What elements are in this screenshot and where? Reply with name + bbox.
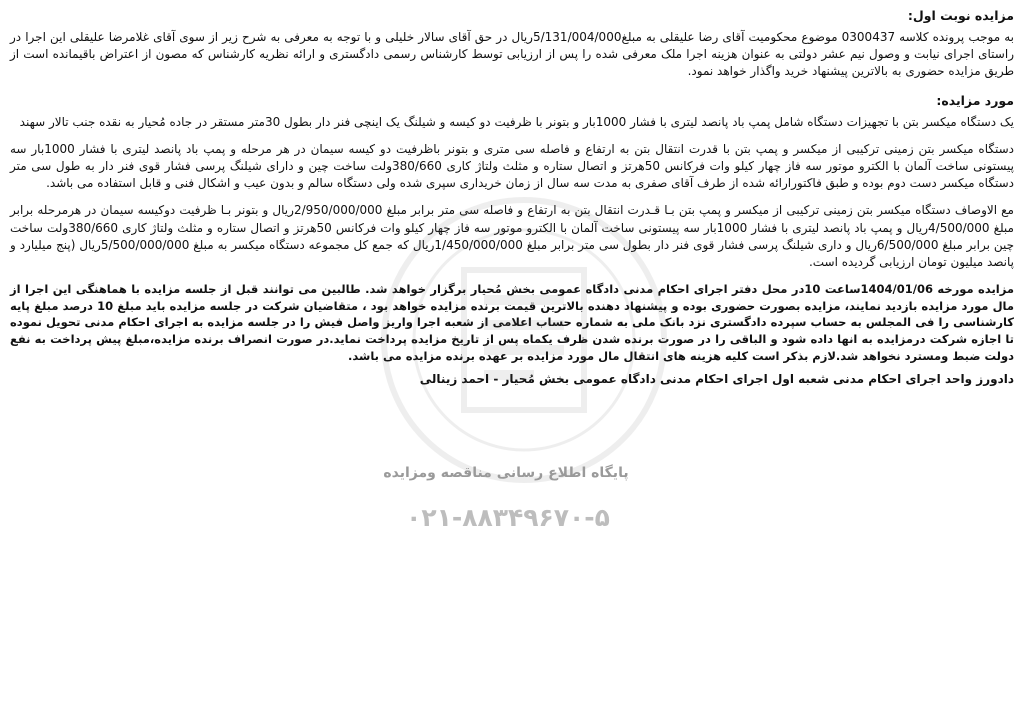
item-paragraph-2: دستگاه میکسر بتن زمینی ترکیبی از میکسر و پمپ بتن با قدرت انتقال بتن به ارتفاع و فاصله سی متری و بتونر باظرفیت دو کیسه سیمان در هر مرحله و پمپ باد پانصد لیتری با فشار 1000بار سه پیستونی ساخت آلمان با الکترو موتور سه فاز چهار کیلو وات فرکانس 50هرتز و اتصال ستاره و مثلث ولتاژ کاری 380/660ولت ساخت چین و دارای شیلنگ پرسی فشار قوی فنر دار به طول سی متر دستگاه میکسر دست دوم بوده و طبق فاکتورارائه شده از طرف آقای صفری به مدت سه سال از زمان خریداری سپری شده ولی دستگاه سالم و بدون عیب و اشکال فنی و قابل استفاده می باشد. xyxy=(10,141,1015,191)
intro-paragraph: به موجب پرونده کلاسه 0300437 موضوع محکومیت آقای رضا علیقلی به مبلغ5/131/004/000ریال در حق آقای سالار خلیلی و با توجه به معرفی به شرح زیر از سوی آقای غلامرضا علیقلی این اجرا در راستای اجرای نیابت و وصول نیم عشر دولتی به عنوان هزینه اجرا ملک معرفی شده را پس از ارزیابی توسط کارشناس رسمی دادگستری و ارائه نظریه کارشناس که مصون از اعتراض باقیمانده است از طریق مزایده حضوری به بالاترین پیشنهاد خرید واگذار خواهد نمود. xyxy=(10,30,1014,79)
valuation-paragraph: مع الاوصاف دستگاه میکسر بتن زمینی ترکیبی از میکسر و پمپ بتن بـا قـدرت انتقال بتن به ارتفاع و فاصله سی متر برابر مبلغ 2/950/000/000ریال و بتونر بـا ظرفیت دوکیسه سیمان در هرمرحله برابر مبلغ 4/500/000ریال و پمپ باد پانصد لیتری با فشار 1000بار سه پیستونی ساخت آلمان با الکترو موتور سه فاز چهار کیلو وات فرکانس 50هرتز و اتصال ستاره و مثلث ولتاژ کاری 380/660ولت ساخت چین برابر مبلغ 6/500/000ریال و داری شیلنگ پرسی فشار قوی فنر دار بطول سی متر برابر مبلغ 1/450/000/000ریال که جمع کل مجموعه دستگاه میکسر به مبلغ 5/500/000/000ریال (پنج میلیارد و پانصد میلیون تومان ارزیابی گردیده است. xyxy=(10,203,1015,270)
subject-title: مورد مزایده: xyxy=(936,92,1014,108)
signature-line: دادورز واحد اجرای احکام مدنی شعبه اول اجرای احکام مدنی دادگاه عمومی بخش مُحیار - احمد زینالی xyxy=(419,372,1014,387)
auction-round-title: مزایده نوبت اول: xyxy=(907,8,1014,23)
watermark-phone: ۰۲۱-۸۸۳۴۹۶۷۰-۵ xyxy=(406,503,610,532)
item-paragraph-1: یک دستگاه میکسر بتن با تجهیزات دستگاه شامل پمپ باد پانصد لیتری با فشار 1000بار و بتونر با ظرفیت دو کیسه و شیلنگ یک اینچی فنر دار بطول 30متر مستقر در جاده مُحیار به نقده جنب تالار سهند xyxy=(19,114,1014,129)
watermark-title: پایگاه اطلاع رسانی مناقصه ومزایده xyxy=(383,465,629,481)
conditions-paragraph: مزایده مورخه 1404/01/06ساعت 10در محل دفتر اجرای احکام مدنی دادگاه عمومی بخش مُحیار برگزار خواهد شد. طالبین می توانند قبل از جلسه مزایده با هماهنگی این اجرا از مال مورد مزایده بازدید نمایند، مزایده بصورت حضوری بوده و پیشنهاد دهنده بالاترین قیمت برنده مزایده خواهد بود ، متقاضیان شرکت در جلسه مزایده باید مبلغ 10 درصد مبلغ پایه کارشناسی را فی المجلس به حساب سپرده دادگستری نزد بانک ملی به شماره حساب اعلامی از شعبه اجرا واریز واصل فیش را در جلسه مزایده به اجرای احکام مدنی تحویل نموده تا اجازه شرکت درمزایده به انها داده شود و الباقی را در صورت برنده شدن ظرف یکماه پس از تاریخ مزایده پرداخت نماید.در صورت انصراف برنده مزایده،مبلغ پیش پرداخت به نفع دولت ضبط ومسترد نخواهد شد.لازم بذکر است کلیه هزینه های انتقال مال مورد مزایده بر عهده برنده مزایده می باشد. xyxy=(10,282,1015,363)
